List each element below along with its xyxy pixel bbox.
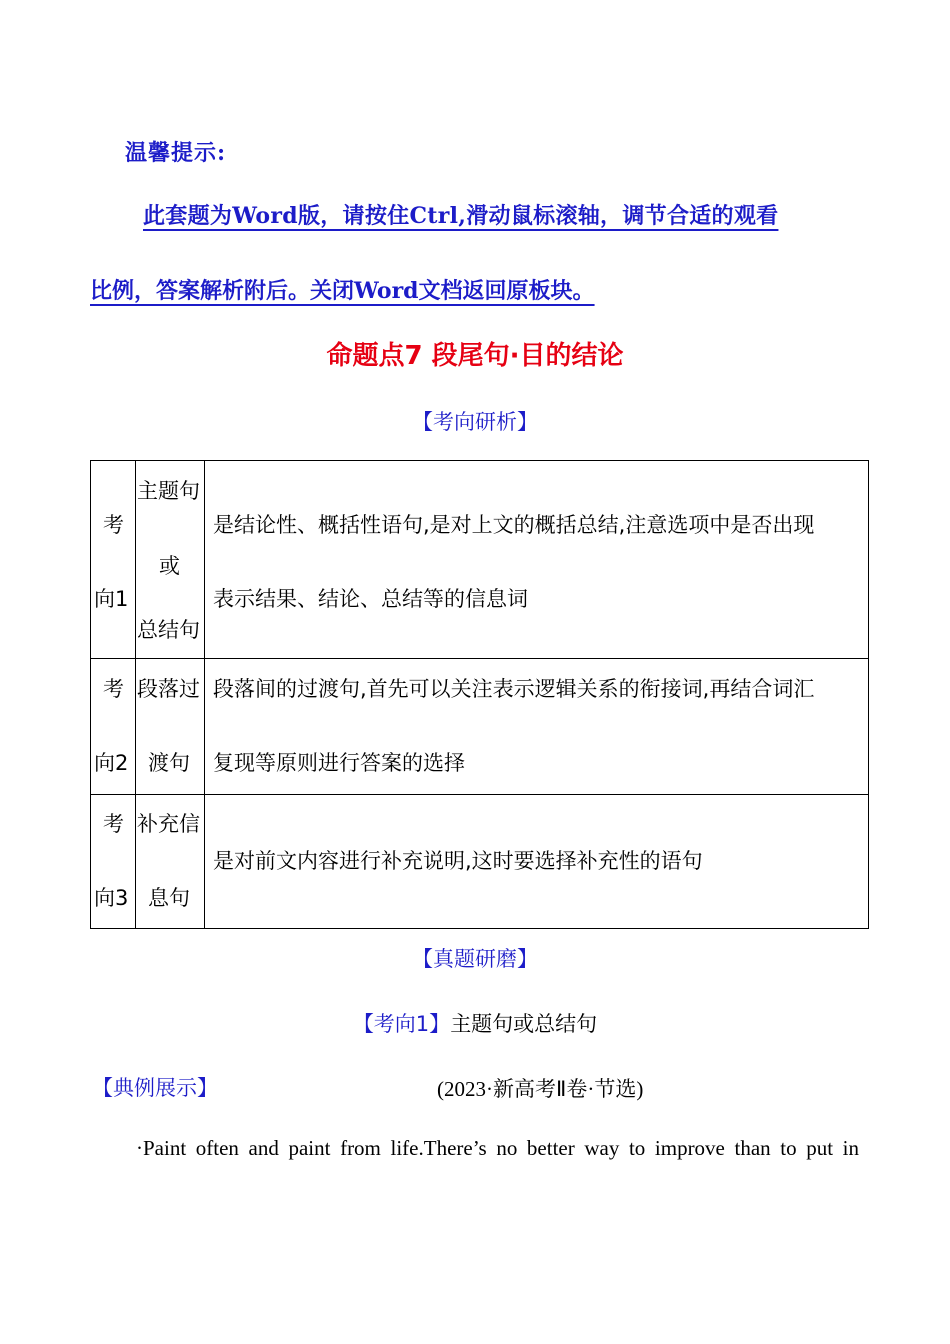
description-cell: [205, 659, 869, 795]
table-row: [91, 659, 869, 795]
direction-cell: [91, 795, 136, 929]
example-source: (2023·新高考Ⅱ卷·节选): [437, 1077, 644, 1101]
type-line: 段落过: [137, 677, 200, 701]
tip-line-2: 比例，答案解析附后。关闭Word文档返回原板块。: [90, 278, 595, 304]
example-passage: ·Paint often and paint from life.There’s no better way to improve than to put in: [136, 1136, 859, 1160]
description-line: 段落间的过渡句,首先可以关注表示逻辑关系的衔接词,再结合词汇: [213, 677, 815, 701]
type-line: 或: [159, 554, 180, 578]
direction-cell: [91, 659, 136, 795]
description-line: 是对前文内容进行补充说明,这时要选择补充性的语句: [213, 849, 703, 873]
section-practice-heading: 【真题研磨】: [412, 947, 538, 971]
type-line: 补充信: [137, 812, 200, 836]
direction-1-topic: 主题句或总结句: [450, 1012, 598, 1036]
type-cell: [136, 461, 205, 659]
type-cell: [136, 795, 205, 929]
type-line: 主题句: [137, 479, 200, 503]
direction-1-heading: [0, 1008, 950, 1038]
table-row: [91, 795, 869, 929]
direction-top: 考: [103, 513, 124, 537]
page-title: 命题点7 段尾句·目的结论: [326, 341, 624, 371]
direction-bottom: 向2: [94, 751, 129, 775]
direction-top: 考: [103, 677, 124, 701]
type-line: 总结句: [137, 618, 200, 642]
description-line: 表示结果、结论、总结等的信息词: [213, 587, 528, 611]
analysis-table: [90, 460, 869, 929]
direction-top: 考: [103, 812, 124, 836]
table-row: [91, 461, 869, 659]
type-cell: [136, 659, 205, 795]
direction-cell: [91, 461, 136, 659]
description-line: 是结论性、概括性语句,是对上文的概括总结,注意选项中是否出现: [213, 513, 815, 537]
example-label: 【典例展示】: [92, 1076, 218, 1100]
direction-1-label: 【考向1】: [352, 1012, 451, 1036]
type-line: 渡句: [148, 751, 190, 775]
description-cell: [205, 461, 869, 659]
description-line: 复现等原则进行答案的选择: [213, 751, 465, 775]
tip-title: 温馨提示:: [125, 140, 227, 166]
description-cell: [205, 795, 869, 929]
direction-bottom: 向3: [94, 886, 129, 910]
direction-bottom: 向1: [94, 587, 129, 611]
section-analysis-heading: 【考向研析】: [412, 410, 538, 434]
type-line: 息句: [148, 886, 190, 910]
tip-line-1: 此套题为Word版，请按住Ctrl,滑动鼠标滚轴，调节合适的观看: [143, 203, 779, 229]
